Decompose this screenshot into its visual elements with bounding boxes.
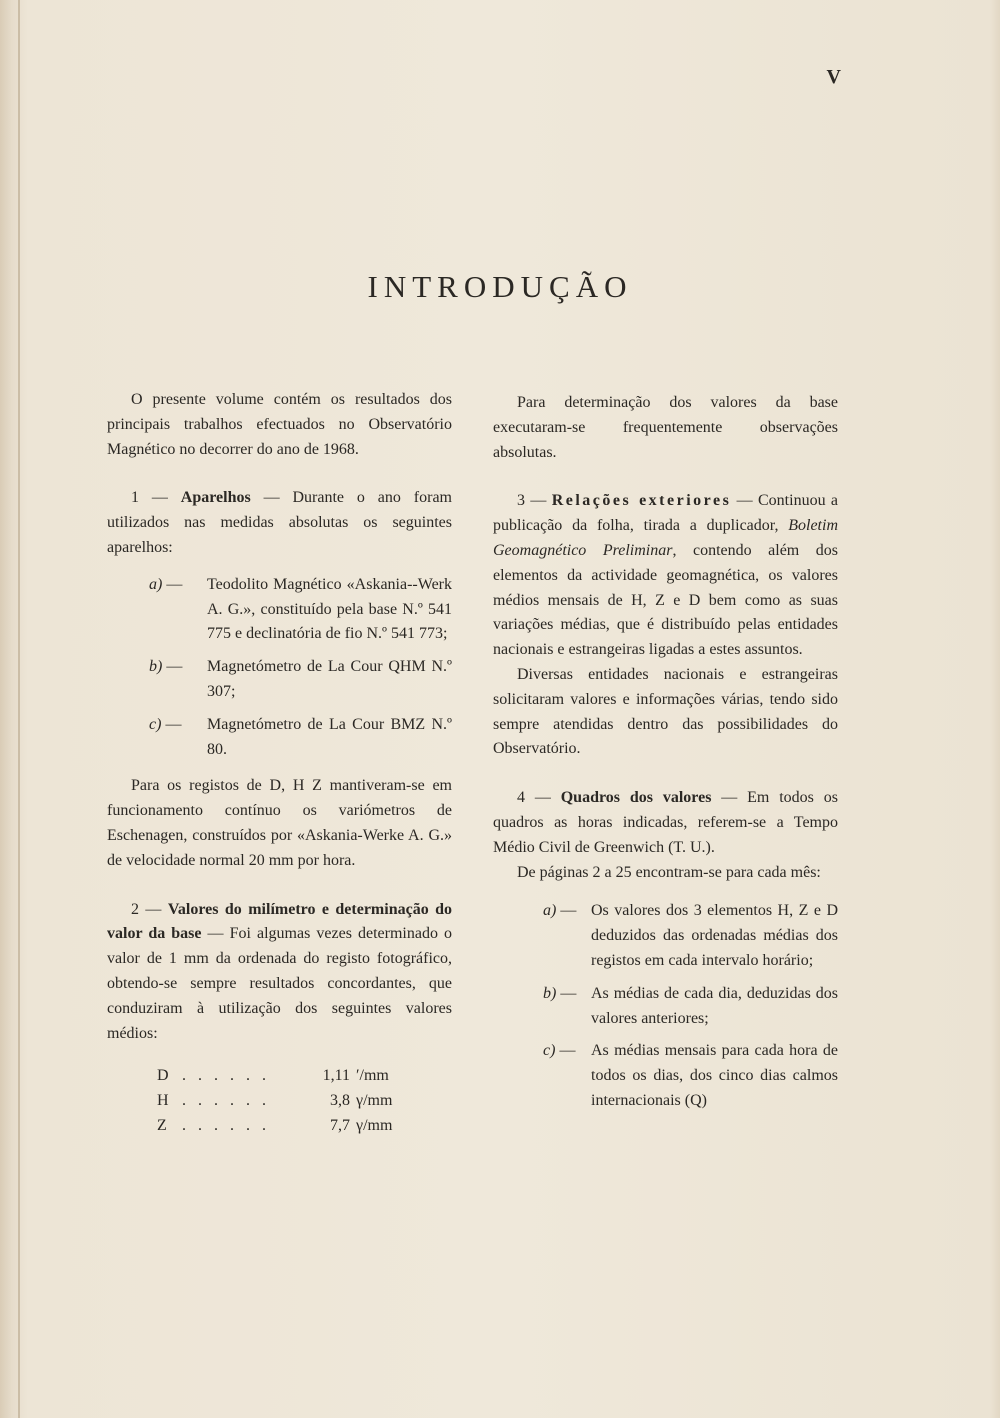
- section-1-paragraph: [107, 486, 452, 560]
- section-4-number: 4 —: [517, 789, 561, 807]
- item-marker: c): [543, 1042, 556, 1060]
- right-column: [493, 391, 838, 1114]
- page-number: V: [826, 66, 842, 88]
- section-2-heading: Valores do milímetro e determinação do valor da base: [107, 900, 453, 943]
- list-item: c) — As médias mensais para cada hora de todos os dias, dos cinco dias calmos internacionais (Q): [543, 1039, 838, 1113]
- table-row: D . . . . . . 1,11 ′/mm: [157, 1067, 389, 1085]
- section-2-text: — Foi algumas vezes determinado o valor de 1 mm da ordenada do registo fotográfico, obtendo-se sempre resultados concordantes, que conduziram à utilização dos seguintes valores médios:: [107, 925, 452, 1042]
- list-item: b) — As médias de cada dia, deduzidas dos valores anteriores;: [543, 982, 838, 1032]
- section-4-text: — Em todos os quadros as horas indicadas, referem-se a Tempo Médio Civil de Greenwich (T. U.).: [493, 789, 838, 856]
- item-text: As médias de cada dia, deduzidas dos valores anteriores;: [591, 984, 838, 1027]
- table-row: H . . . . . . 3,8 γ/mm: [157, 1092, 393, 1110]
- item-marker: c): [149, 715, 162, 733]
- section-4-paragraph: [493, 786, 838, 860]
- list-item: a) — Os valores dos 3 elementos H, Z e D deduzidos das ordenadas médias dos registos em cada intervalo horário;: [543, 899, 838, 973]
- section-4-heading: Quadros dos valores: [560, 789, 712, 807]
- section-2-number: 2 —: [131, 900, 168, 918]
- section-2-paragraph: [107, 898, 452, 1047]
- list-item: c) — Magnetómetro de La Cour BMZ N.º 80.: [149, 713, 452, 763]
- bulletin-title: Boletim Geomagnético Preliminar: [493, 517, 838, 559]
- item-text: Os valores dos 3 elementos H, Z e D deduzidos das ordenadas médias dos registos em cada intervalo horário;: [591, 902, 838, 969]
- section-1-text: — Durante o ano foram utilizados nas medidas absolutas os seguintes aparelhos:: [107, 489, 452, 556]
- item-marker: b): [543, 984, 557, 1002]
- item-marker: a): [149, 575, 163, 593]
- list-item: b) — Magnetómetro de La Cour QHM N.º 307;: [149, 655, 452, 705]
- item-text: As médias mensais para cada hora de todos os dias, dos cinco dias calmos internacionais (Q): [591, 1042, 838, 1109]
- section-3-paragraph: 3 — Relações exteriores — Continuou a publicação da folha, tirada a duplicador, Boletim Geomagnético Preliminar, contendo além dos elementos da actividade geomagnética, os valores médios mensais de H, Z e D bem como as suas variações médias, que é distribuído pelas entidades nacionais e estrangeiras ligadas a estes assuntos.: [493, 492, 839, 659]
- section-3-heading: Relações exteriores: [551, 492, 732, 510]
- recorders-paragraph: Para os registos de D, H Z mantiveram-se em funcionamento contínuo os variómetros de Eschenagen, construídos por «Askania-Werke A. G.» de velocidade normal 20 mm por hora.: [107, 777, 452, 869]
- base-paragraph: Para determinação dos valores da base executaram-se frequentemente observações absolutas.: [493, 394, 838, 461]
- binding-edge: [18, 0, 20, 1418]
- entities-paragraph: Diversas entidades nacionais e estrangeiras solicitaram valores e informações várias, tendo sido sempre atendidas dentro das possibilidades do Observatório.: [493, 665, 838, 758]
- pages-paragraph: De páginas 2 a 25 encontram-se para cada mês:: [517, 863, 821, 881]
- item-text: Magnetómetro de La Cour BMZ N.º 80.: [207, 715, 452, 758]
- list-item: a) — Teodolito Magnético «Askania--Werk A. G.», constituído pela base N.º 541 775 e declinatória de fio N.º 541 773;: [149, 573, 452, 647]
- section-1-heading: Aparelhos: [180, 489, 251, 507]
- item-text: Teodolito Magnético «Askania--Werk A. G.», constituído pela base N.º 541 775 e declinatória de fio N.º 541 773;: [207, 575, 452, 643]
- section-3-number: 3 —: [517, 492, 552, 510]
- values-table: [157, 1064, 452, 1138]
- left-column: [107, 388, 452, 1139]
- section-1-number: 1 —: [131, 489, 181, 507]
- table-row: Z . . . . . . 7,7 γ/mm: [157, 1116, 393, 1134]
- item-marker: a): [543, 902, 557, 920]
- intro-paragraph: O presente volume contém os resultados dos principais trabalhos efectuados no Observatório Magnético no decorrer do ano de 1968.: [107, 391, 452, 458]
- item-text: Magnetómetro de La Cour QHM N.º 307;: [207, 658, 452, 700]
- page-title: INTRODUÇÃO: [367, 268, 633, 304]
- item-marker: b): [149, 658, 163, 676]
